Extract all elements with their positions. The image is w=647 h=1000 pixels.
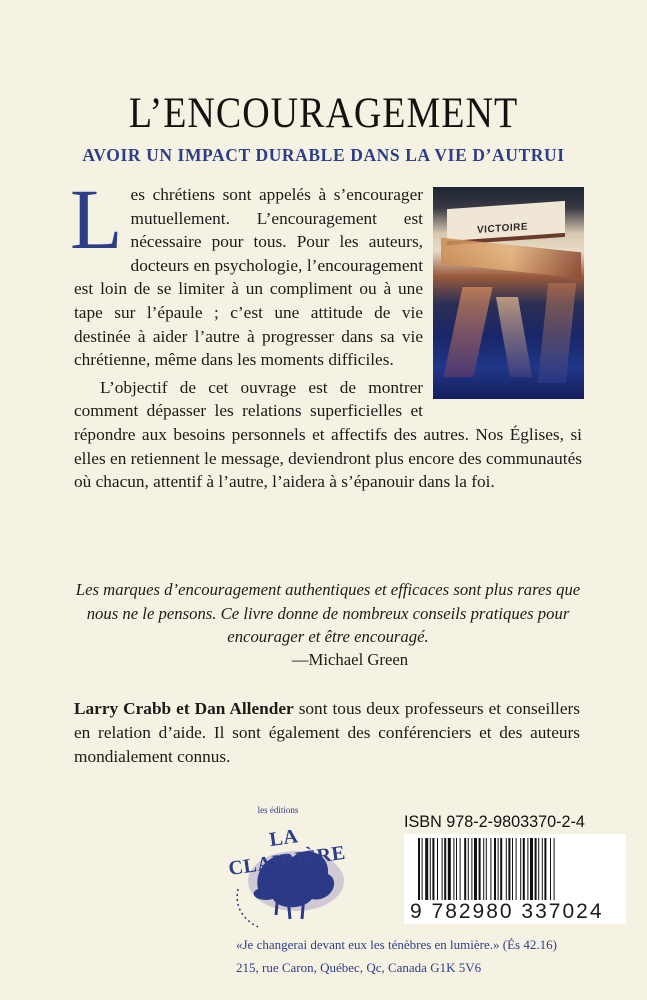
- water-reflection: [443, 287, 492, 377]
- authors-bio: [74, 697, 580, 769]
- boat-photo: [433, 187, 584, 399]
- publisher-prefix: les éditions: [257, 805, 299, 815]
- authors-bio-text: sont tous deux professeurs et conseillers en relation d’aide. Il sont également des conférenciers et des auteurs mondialement connus.: [74, 699, 580, 766]
- authors-names: Larry Crabb et Dan Allender: [74, 699, 294, 718]
- endorsement-quote: Les marques d’encouragement authentiques et efficaces sont plus rares que nous ne le pensons. Ce livre donne de nombreux conseils pratiques pour encourager et être encouragé.: [75, 580, 581, 646]
- paragraph-2: L’objectif de cet ouvrage est de montrer comment dépasser les relations superficielles et répondre aux besoins personnels et affectifs des autres. Nos Églises, si elles en retiennent le message, deviendront plus encore des communautés où chacun, attentif à l’autre, l’aidera à s’épanouir dans la foi.: [74, 377, 582, 492]
- publisher-motto: «Je changerai devant eux les ténèbres en lumière.» (És 42.16): [236, 937, 557, 952]
- water-reflection: [538, 283, 577, 383]
- boat-cabin: [447, 201, 565, 245]
- barcode-icon: [404, 834, 626, 902]
- publisher-logo: [218, 805, 378, 950]
- book-subtitle: AVOIR UN IMPACT DURABLE DANS LA VIE D’AUTRUI: [82, 145, 565, 165]
- boat-name: VICTOIRE: [477, 221, 529, 237]
- barcode-digits: 9 782980 337024: [404, 900, 626, 924]
- water-reflection: [496, 297, 532, 377]
- book-title: L’ENCOURAGEMENT: [128, 89, 519, 138]
- paragraph-1-text: es chrétiens sont appelés à s’encourager mutuellement. L’encouragement est nécessaire pour tous. Pour les auteurs, docteurs en psychologie, l’encouragement est loin de se limiter à un compliment ou à une tape sur l’épaule ; c’est une attitude de vie destinée à aider l’autre à progresser dans sa vie chrétienne, même dans les moments difficiles.: [74, 185, 423, 370]
- description-text: [70, 171, 582, 494]
- drop-cap: L: [70, 171, 123, 267]
- boat-hull: [441, 238, 581, 279]
- publisher-address: 215, rue Caron, Québec, Qc, Canada G1K 5V6: [236, 960, 482, 975]
- publisher-name: LA CLAIRIÈRE: [227, 825, 347, 880]
- endorsement-author: —Michael Green: [291, 650, 409, 669]
- isbn: ISBN 978-2-9803370-2-4: [404, 813, 585, 831]
